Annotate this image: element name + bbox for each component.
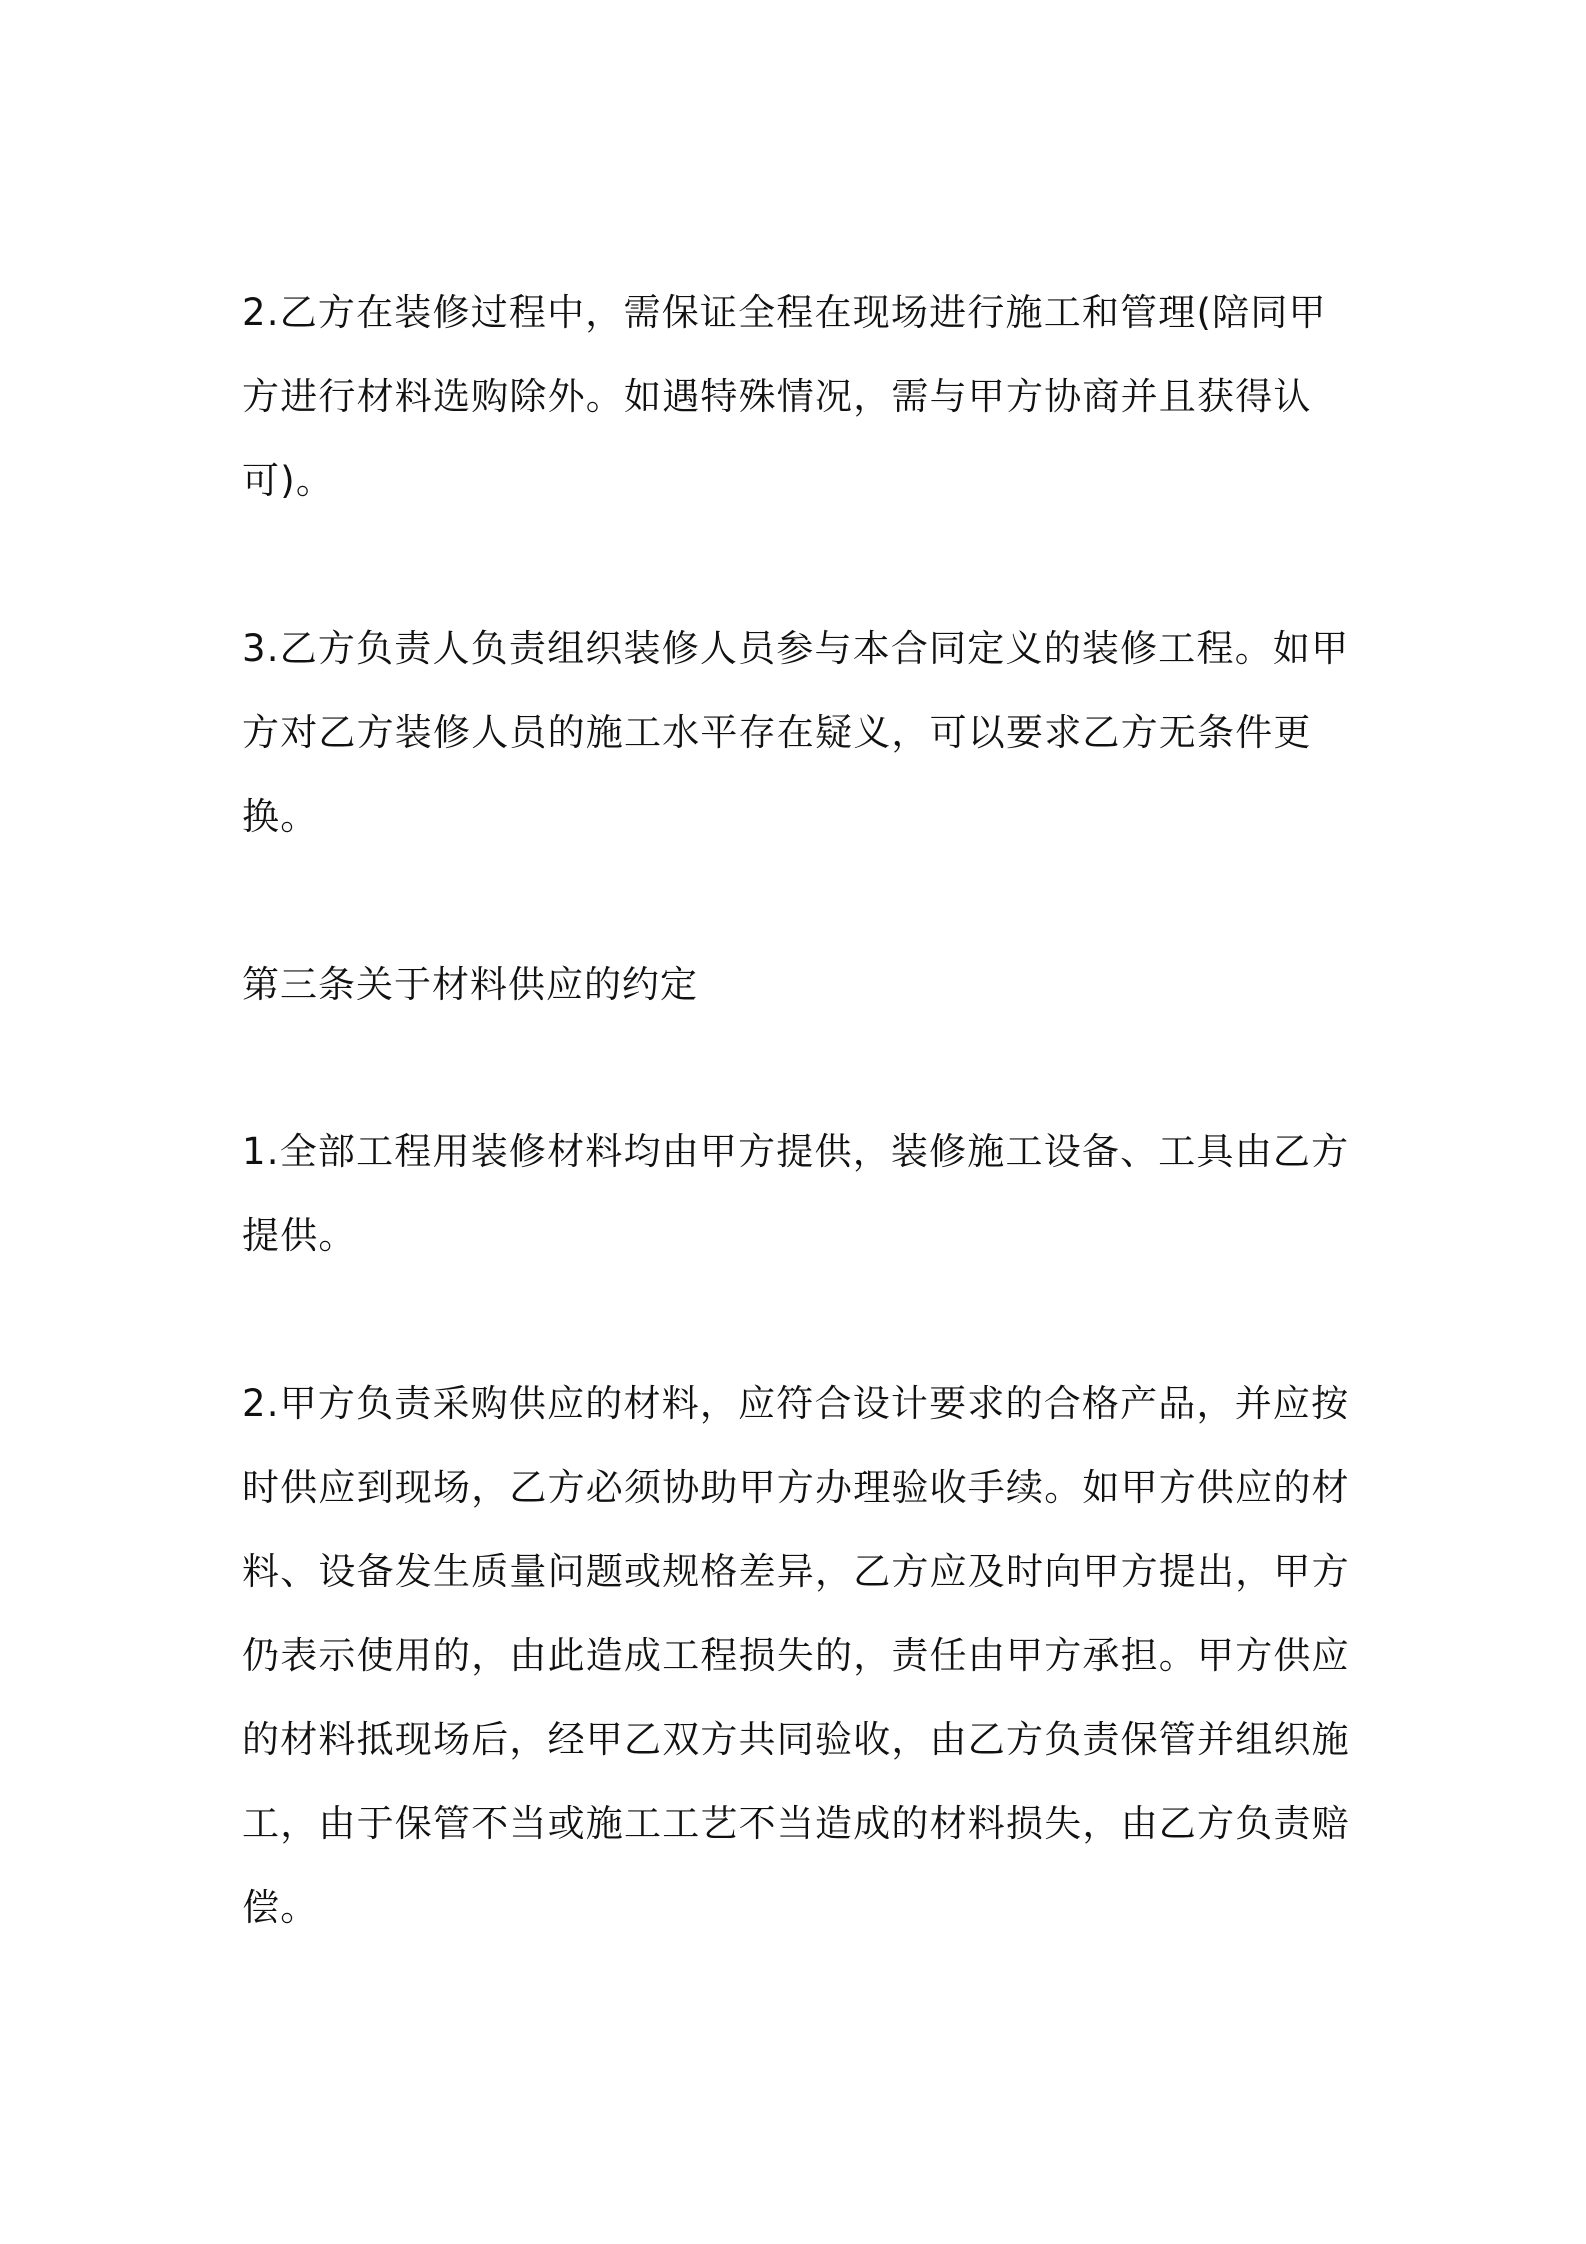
clause-2-material-procurement: 2.甲方负责采购供应的材料，应符合设计要求的合格产品，并应按时供应到现场，乙方必须协助甲方办理验收手续。如甲方供应的材料、设备发生质量问题或规格差异，乙方应及时向甲方提出，甲方仍表示使用的，由此造成工程损失的，责任由甲方承担。甲方供应的材料抵现场后，经甲乙双方共同验收，由乙方负责保管并组织施工，由于保管不当或施工工艺不当造成的材料损失，由乙方负责赔偿。	[242, 1382, 1350, 1929]
clause-2-on-site-management: 2.乙方在装修过程中，需保证全程在现场进行施工和管理(陪同甲方进行材料选购除外。如遇特殊情况，需与甲方协商并且获得认可)。	[242, 291, 1327, 502]
clause-1-material-supply: 1.全部工程用装修材料均由甲方提供，装修施工设备、工具由乙方提供。	[242, 1130, 1350, 1257]
article-3-heading: 第三条关于材料供应的约定	[242, 963, 698, 1006]
clause-3-staff-organization: 3.乙方负责人负责组织装修人员参与本合同定义的装修工程。如甲方对乙方装修人员的施工水平存在疑义，可以要求乙方无条件更换。	[242, 627, 1350, 838]
